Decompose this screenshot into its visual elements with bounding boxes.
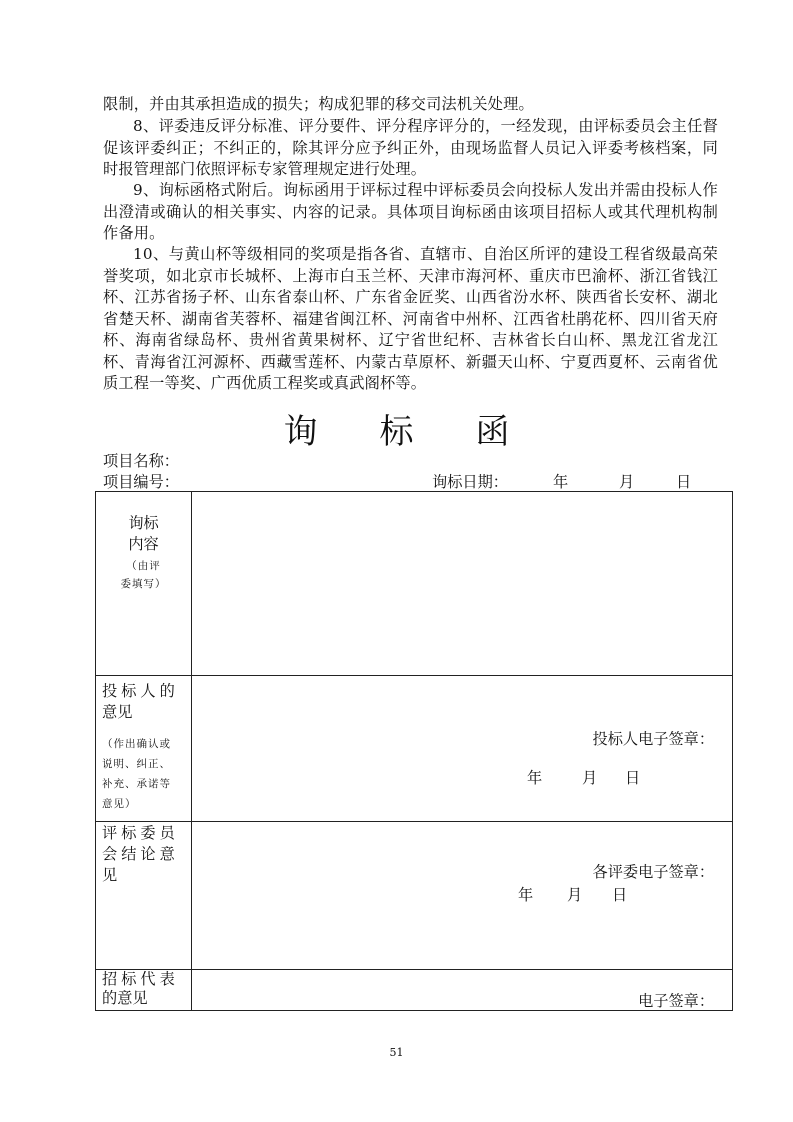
agent-opinion-label-line1: 招标代表 (102, 970, 179, 988)
inquiry-content-field[interactable] (192, 492, 733, 676)
committee-conclusion-label-cell (96, 822, 192, 970)
inquiry-content-note-line1: （由评 (126, 560, 161, 572)
bidder-opinion-row (96, 676, 733, 822)
form-title: 询标函 (283, 412, 572, 452)
paragraph-item-8: 8、评委违反评分标准、评分要件、评分程序评分的，一经发现，由评标委员会主任督促该评委纠正；不纠正的，除其评分应予纠正外，由现场监督人员记入评委考核档案，同时报管理部门依照评标专家管理规定进行处理。 (103, 117, 718, 178)
committee-sign-month: 月 (567, 886, 583, 904)
committee-sign-day: 日 (612, 886, 628, 904)
committee-conclusion-label-line2: 会结论意 (102, 845, 179, 863)
agent-opinion-label-line2: 的意见 (102, 989, 148, 1007)
bidder-sign-month: 月 (582, 769, 598, 787)
inquiry-content-label-line2: 内容 (128, 535, 159, 553)
inquiry-date-label: 询标日期： (432, 473, 508, 491)
project-code-label: 项目编号： (103, 473, 179, 491)
bidder-opinion-label-line1: 投标人的 (102, 682, 179, 700)
committee-conclusion-label-line1: 评标委员 (102, 824, 179, 842)
bidder-signature-label: 投标人电子签章： (592, 730, 714, 748)
paragraph-continuation: 限制，并由其承担造成的损失；构成犯罪的移交司法机关处理。 (103, 95, 534, 113)
date-year-label: 年 (553, 473, 569, 491)
date-month-label: 月 (619, 473, 635, 491)
agent-opinion-label-cell (96, 970, 192, 1011)
bidder-opinion-note-line3: 补充、承诺等 (102, 778, 171, 790)
bidder-opinion-note-line4: 意见） (102, 798, 137, 810)
bidder-sign-year: 年 (527, 769, 543, 787)
date-day-label: 日 (676, 473, 692, 491)
committee-conclusion-label-line3: 见 (102, 866, 118, 884)
paragraph-item-9: 9、询标函格式附后。询标函用于评标过程中评标委员会向投标人发出并需由投标人作出澄清或确认的相关事实、内容的记录。具体项目询标函由该项目招标人或其代理机构制作备用。 (103, 181, 718, 242)
agent-opinion-row (96, 970, 733, 1011)
inquiry-form-table (95, 491, 733, 1011)
agent-opinion-field[interactable] (192, 970, 733, 1011)
committee-sign-year: 年 (518, 886, 534, 904)
project-name-label: 项目名称： (103, 452, 179, 470)
committee-signature-label: 各评委电子签章： (592, 863, 714, 881)
inquiry-content-row (96, 492, 733, 676)
inquiry-content-note-line2: 委填写） (120, 578, 167, 590)
agent-signature-label: 电子签章： (638, 992, 714, 1010)
bidder-opinion-label-cell (96, 676, 192, 822)
paragraph-item-10: 10、与黄山杯等级相同的奖项是指各省、直辖市、自治区所评的建设工程省级最高荣誉奖项，如北京市长城杯、上海市白玉兰杯、天津市海河杯、重庆市巴渝杯、浙江省钱江杯、江苏省扬子杯、山东省泰山杯、广东省金匠奖、山西省汾水杯、陕西省长安杯、湖北省楚天杯、湖南省芙蓉杯、福建省闽江杯、河南省中州杯、江西省杜鹃花杯、四川省天府杯、海南省绿岛杯、贵州省黄果树杯、辽宁省世纪杯、吉林省长白山杯、黑龙江省龙江杯、青海省江河源杯、西藏雪莲杯、内蒙古草原杯、新疆天山杯、宁夏西夏杯、云南省优质工程一等奖、广西优质工程奖或真武阁杯等。 (103, 245, 718, 392)
inquiry-content-label-cell (96, 492, 192, 676)
bidder-opinion-note-line1: （作出确认或 (102, 738, 171, 750)
inquiry-content-label-line1: 询标 (128, 514, 159, 532)
committee-conclusion-row (96, 822, 733, 970)
bidder-opinion-label-line2: 意见 (102, 703, 133, 721)
bidder-sign-day: 日 (625, 769, 641, 787)
bidder-opinion-field[interactable] (192, 676, 733, 822)
page-number: 51 (389, 1046, 404, 1059)
committee-conclusion-field[interactable] (192, 822, 733, 970)
bidder-opinion-note-line2: 说明、纠正、 (102, 758, 171, 770)
